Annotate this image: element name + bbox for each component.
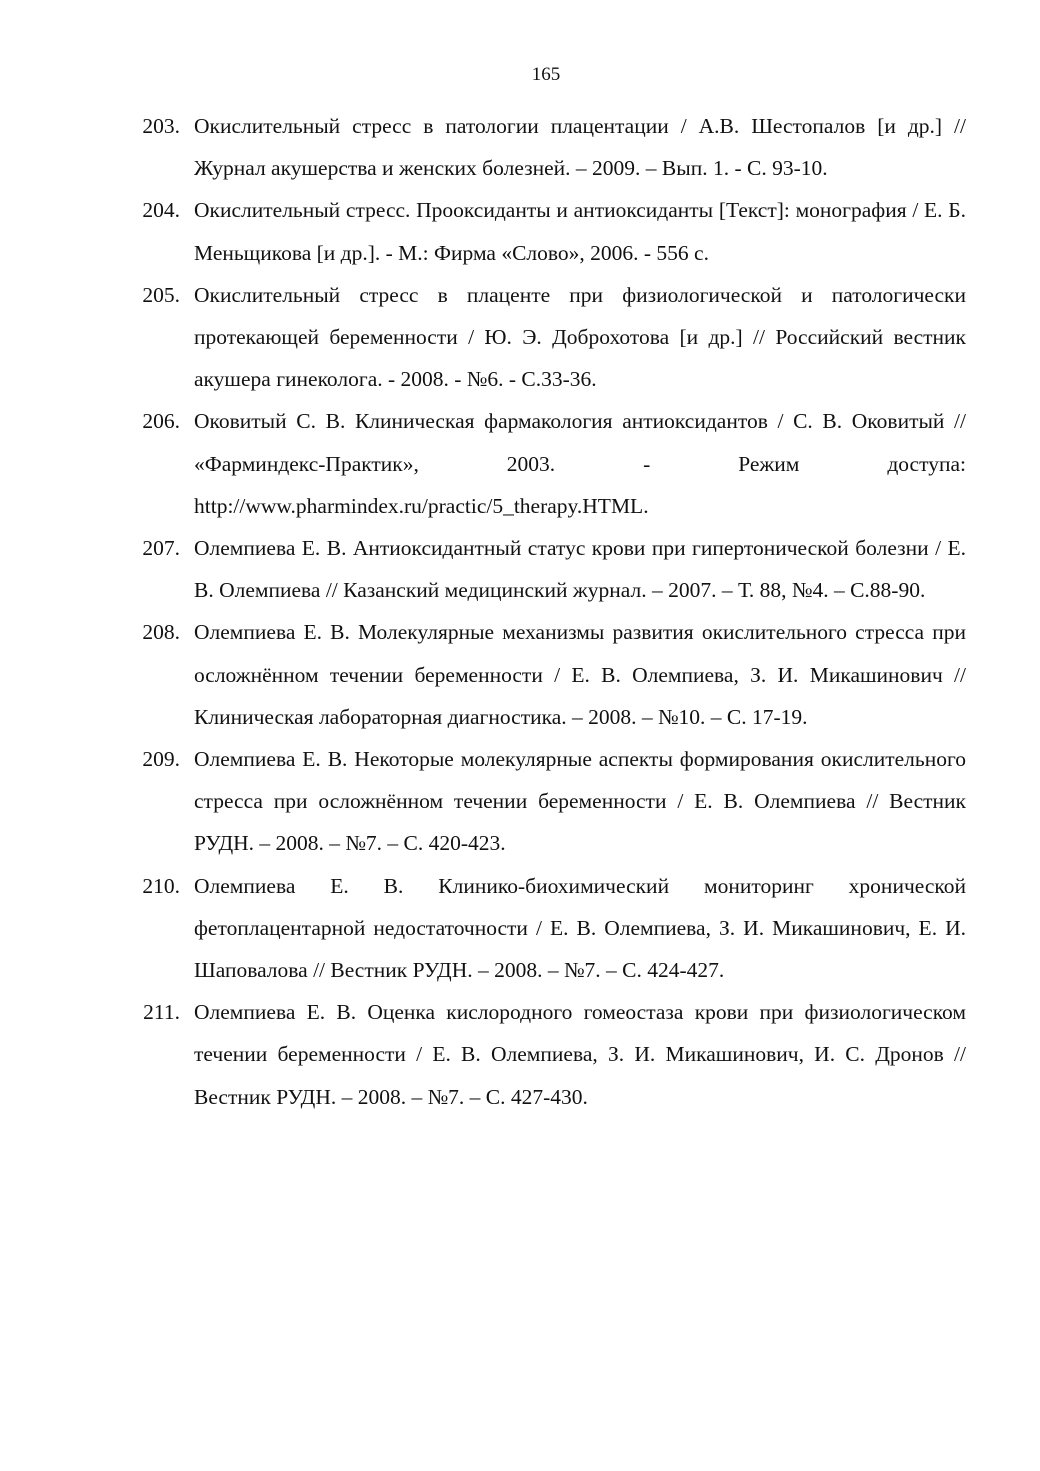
reference-text: Олемпиева Е. В. Молекулярные механизмы развития окислительного стресса при осложнённом течении беременности / Е. В. Олемпиева, З. И. Микашинович // Клиническая лабораторная диагностика. – 2008. – №10. – С. 17-19. — [194, 620, 966, 729]
reference-number: 205. — [142, 282, 180, 307]
reference-item — [120, 400, 966, 527]
reference-number: 206. — [142, 409, 180, 434]
reference-item — [120, 274, 966, 401]
reference-number: 208. — [142, 620, 180, 645]
reference-text: Олемпиева Е. В. Клинико-биохимический мониторинг хронической фетоплацентарной недостаточности / Е. В. Олемпиева, З. И. Микашинович, Е. И. Шаповалова // Вестник РУДН. – 2008. – №7. – С. 424-427. — [194, 873, 966, 983]
reference-item — [120, 991, 966, 1118]
reference-item — [120, 189, 966, 273]
reference-text: Олемпиева Е. В. Некоторые молекулярные аспекты формирования окислительного стресса при осложнённом течении беременности / Е. В. Олемпиева // Вестник РУДН. – 2008. – №7. – С. 420-423. — [194, 747, 966, 856]
reference-list — [120, 105, 966, 1118]
reference-item — [120, 611, 966, 738]
reference-number: 211. — [143, 1000, 180, 1025]
reference-item — [120, 738, 966, 865]
reference-item — [120, 105, 966, 189]
reference-text: Окислительный стресс в патологии плацентации / А.В. Шестопалов [и др.] // Журнал акушерства и женских болезней. – 2009. – Вып. 1. - С. 93-10. — [194, 114, 966, 181]
reference-item — [120, 527, 966, 611]
reference-text: Окислительный стресс в плаценте при физиологической и патологически протекающей беременности / Ю. Э. Доброхотова [и др.] // Российский вестник акушера гинеколога. - 2008. - №6. - С.33-36. — [194, 282, 966, 392]
reference-number: 207. — [142, 536, 180, 561]
reference-number: 203. — [142, 114, 180, 138]
reference-text: Олемпиева Е. В. Оценка кислородного гомеостаза крови при физиологическом течении беременности / Е. В. Олемпиева, З. И. Микашинович, И. С. Дронов // Вестник РУДН. – 2008. – №7. – С. 427-430. — [194, 1000, 966, 1109]
reference-text: Оковитый С. В. Клиническая фармакология антиоксидантов / С. В. Оковитый // «Фарминдекс-Практик», 2003. - Режим доступа: http://www.pharmindex.ru/practic/5_therapy.HTML. — [194, 409, 966, 518]
reference-number: 209. — [142, 747, 180, 772]
reference-number: 210. — [142, 873, 180, 898]
reference-text: Окислительный стресс. Прооксиданты и антиоксиданты [Текст]: монография / Е. Б. Меньщикова [и др.]. - М.: Фирма «Слово», 2006. - 556 с. — [194, 198, 966, 265]
page-number: 165 — [531, 64, 561, 85]
reference-number: 204. — [142, 198, 180, 223]
reference-item — [120, 865, 966, 992]
reference-text: Олемпиева Е. В. Антиоксидантный статус крови при гипертонической болезни / Е. В. Олемпиева // Казанский медицинский журнал. – 2007. – Т. 88, №4. – С.88-90. — [194, 536, 966, 603]
